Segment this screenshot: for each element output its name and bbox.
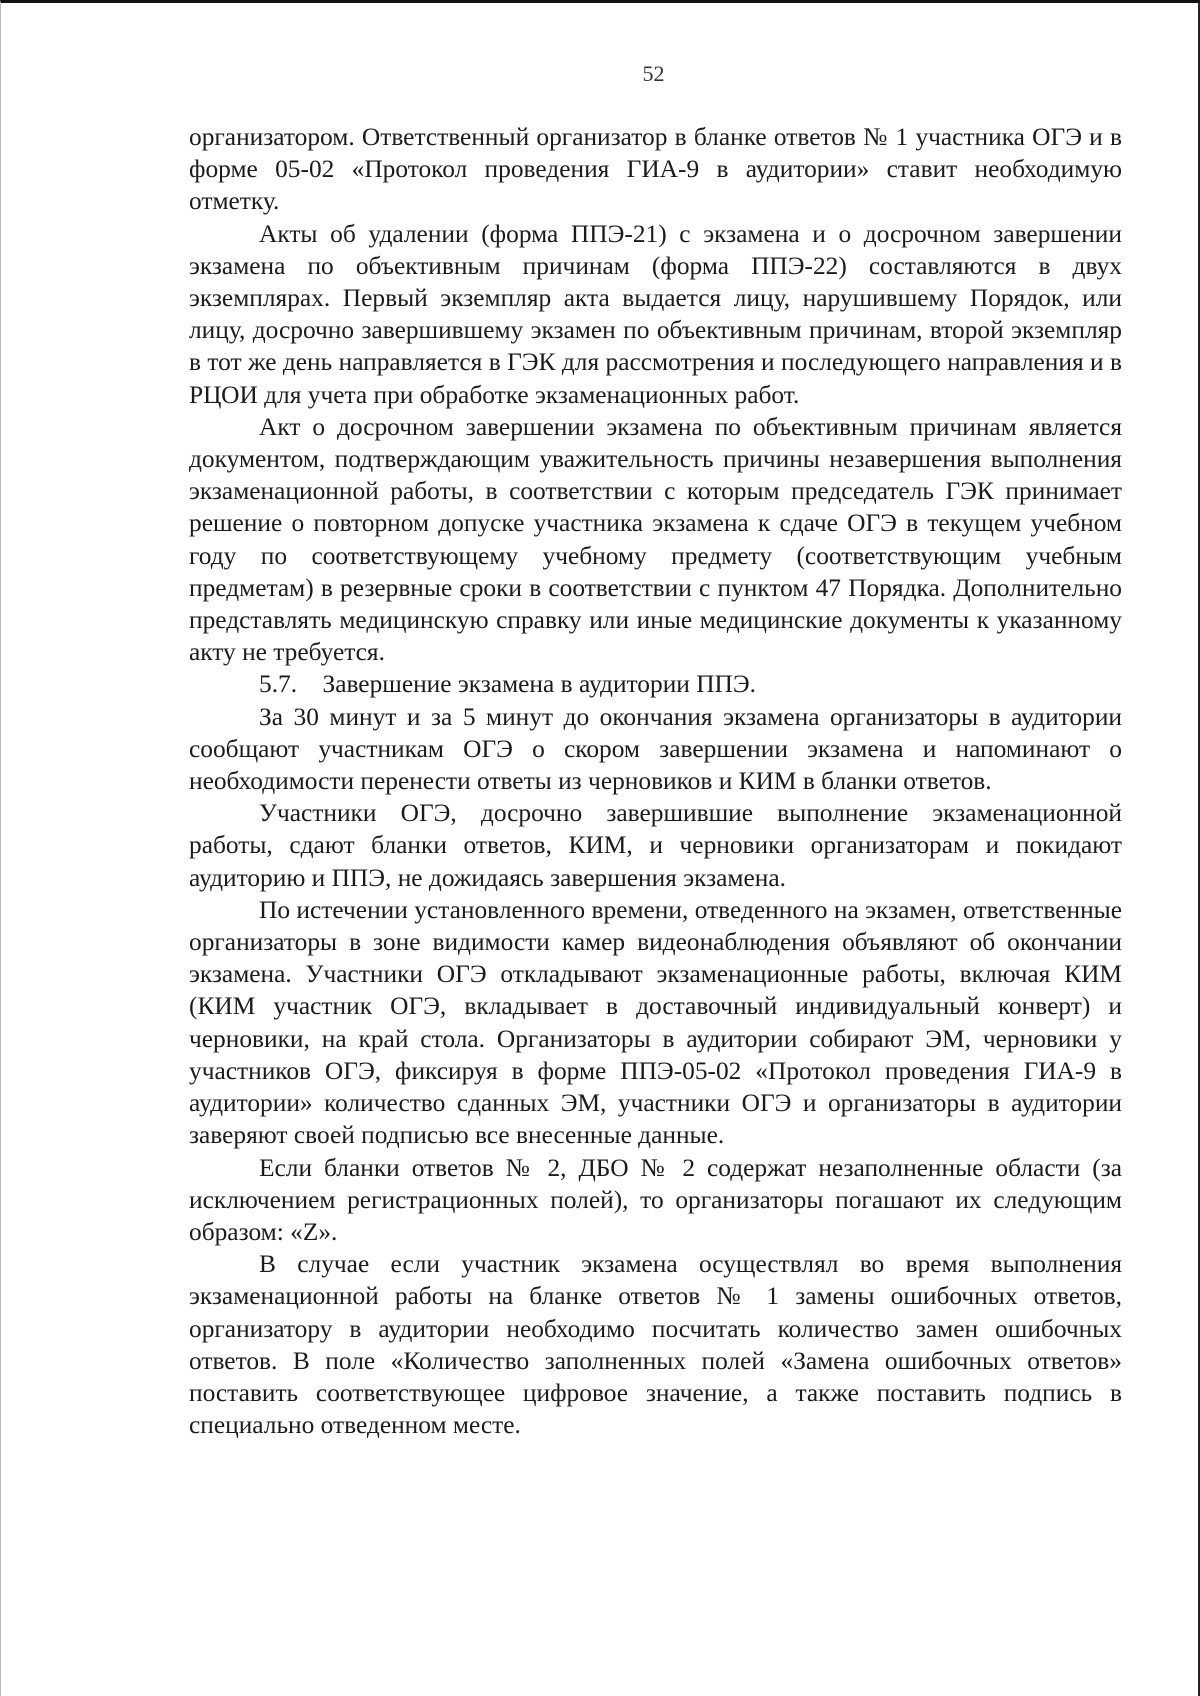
paragraph-empty-areas: Если бланки ответов № 2, ДБО № 2 содержат незаполненные области (за исключением регистрационных полей), то организаторы погашают их следующим образом: «Z». — [189, 1153, 1122, 1246]
paragraph-time-expiry: По истечении установленного времени, отведенного на экзамен, ответственные организаторы в зоне видимости камер видеонаблюдения объявляют об окончании экзамена. Участники ОГЭ откладывают экзаменационные работы, включая КИМ (КИМ участник ОГЭ, вкладывает в доставочный индивидуальный конверт) и черновики, на край стола. Организаторы в аудитории собирают ЭМ, черновики у участников ОГЭ, фиксируя в форме ППЭ-05-02 «Протокол проведения ГИА-9 в аудитории» количество сданных ЭМ, участники ОГЭ и организаторы в аудитории заверяют своей подписью все внесенные данные. — [189, 895, 1122, 1150]
page-number: 52 — [642, 61, 665, 86]
paragraph-early-completion-act: Акт о досрочном завершении экзамена по объективным причинам является документом, подтверждающим уважительность причины незавершения выполнения экзаменационной работы, в соответствии с которым председатель ГЭК принимает решение о повторном допуске участника экзамена к сдаче ОГЭ в текущем учебном году по соответствующему учебному предмету (соответствующим учебным предметам) в резервные сроки в соответствии с пунктом 47 Порядка. Дополнительно представлять медицинскую справку или иные медицинские документы к указанному акту не требуется. — [189, 412, 1122, 667]
paragraph-time-warnings: За 30 минут и за 5 минут до окончания экзамена организаторы в аудитории сообщают участникам ОГЭ о скором завершении экзамена и напоминают о необходимости перенести ответы из черновиков и КИМ в бланки ответов. — [189, 702, 1122, 796]
paragraph-early-finishers: Участники ОГЭ, досрочно завершившие выполнение экзаменационной работы, сдают бланки ответов, КИМ, и черновики организаторам и покидают аудиторию и ППЭ, не дожидаясь завершения экзамена. — [189, 799, 1122, 892]
document-body — [189, 121, 1122, 1441]
paragraph-answer-replacements: В случае если участник экзамена осуществлял во время выполнения экзаменационной работы на бланке ответов № 1 замены ошибочных ответов, организатору в аудитории необходимо посчитать количество замен ошибочных ответов. В поле «Количество заполненных полей «Замена ошибочных ответов» поставить соответствующее цифровое значение, а также поставить подпись в специально отведенном месте. — [189, 1250, 1122, 1440]
section-heading-5-7: 5.7. Завершение экзамена в аудитории ППЭ. — [259, 670, 757, 699]
paragraph-removal-acts: Акты об удалении (форма ППЭ-21) с экзамена и о досрочном завершении экзамена по объективным причинам (форма ППЭ-22) составляются в двух экземплярах. Первый экземпляр акта выдается лицу, нарушившему Порядок, или лицу, досрочно завершившему экзамен по объективным причинам, второй экземпляр в тот же день направляется в ГЭК для рассмотрения и последующего направления и в РЦОИ для учета при обработке экзаменационных работ. — [189, 219, 1122, 409]
paragraph-continuation: организатором. Ответственный организатор в бланке ответов № 1 участника ОГЭ и в форме 05-02 «Протокол проведения ГИА-9 в аудитории» ставит необходимую отметку. — [189, 123, 1122, 216]
